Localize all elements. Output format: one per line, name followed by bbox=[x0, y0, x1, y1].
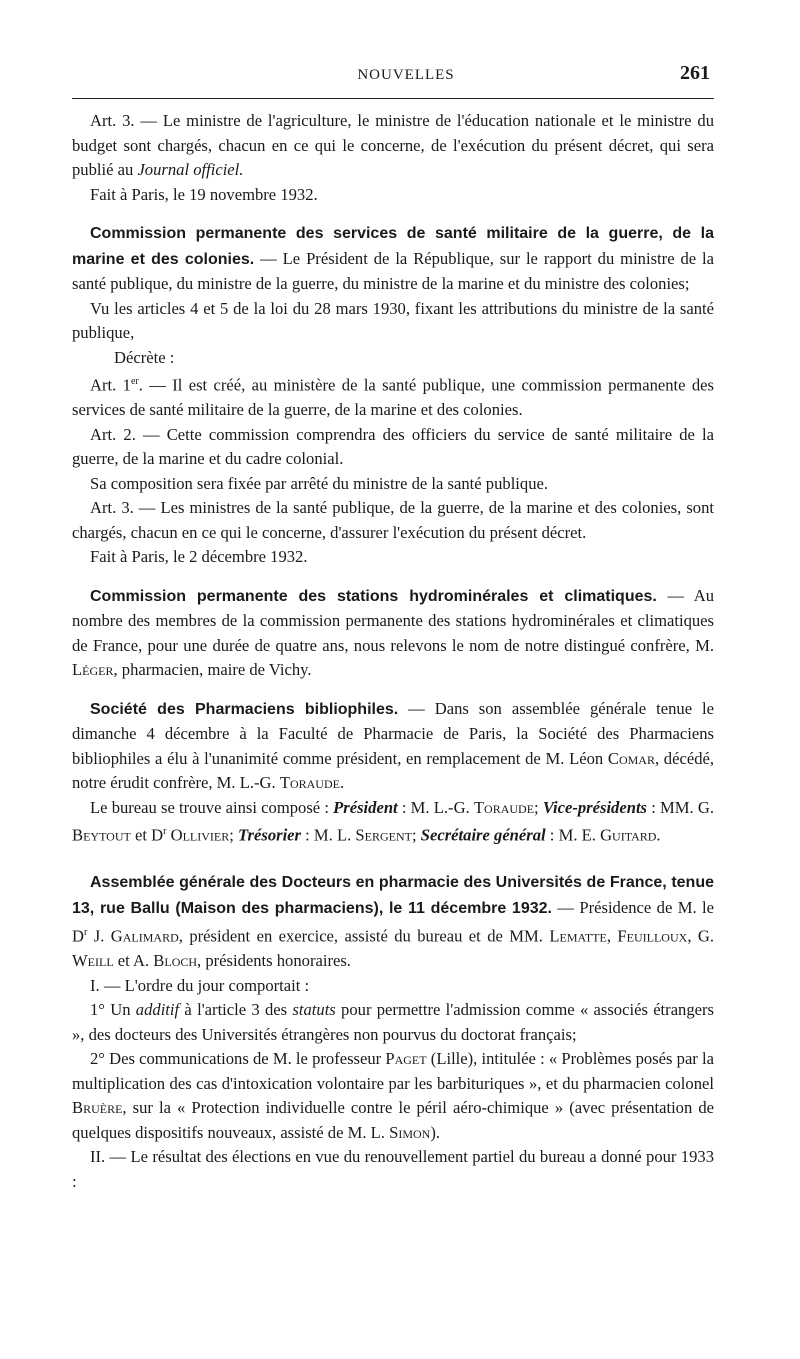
paragraph-bureau-compose: Le bureau se trouve ainsi composé : Président : M. L.-G. Toraude; Vice-présidents : MM. G. Beytout et $D^r$ Ollivier; Trésorier : M. L. Sergent; Secrétaire général : M. E. Guitard. bbox=[72, 797, 714, 845]
running-head: NOUVELLES bbox=[357, 67, 455, 83]
header-rule bbox=[72, 98, 714, 99]
decrete: Décrète : bbox=[114, 347, 175, 367]
section-title: Assemblée générale des Docteurs en pharmacie des Universités de France, tenue 13, rue Ballu (Maison des pharmaciens), le 11 décembre 1932. bbox=[72, 874, 714, 917]
paragraph-vu-articles: Vu les articles 4 et 5 de la loi du 28 mars 1930, fixant les attributions du ministre de la santé publique, bbox=[72, 298, 714, 342]
paragraph-composition: Sa composition sera fixée par arrêté du ministre de la santé publique. bbox=[90, 473, 549, 493]
page bbox=[72, 62, 714, 1194]
section-title: Commission permanente des services de santé militaire de la guerre, de la marine et des colonies. bbox=[72, 225, 714, 268]
paragraph-art3-agriculture: Art. 3. — Le ministre de l'agriculture, le ministre de l'éducation nationale et le ministre du budget sont chargés, chacun en ce qui le concerne, de l'exécution du présent décret, qui sera publié au Journal officiel. bbox=[72, 111, 714, 179]
page-number: 261 bbox=[680, 62, 710, 84]
page-header bbox=[72, 62, 714, 94]
section-pharmaciens-bibliophiles: Société des Pharmaciens bibliophiles. — Dans son assemblée générale tenue le dimanche 4 décembre à la Faculté de Pharmacie de Paris, la Société des Pharmaciens bibliophiles a élu à l'unanimité comme président, en remplacement de M. Léon Comar, décédé, notre érudit confrère, M. L.-G. Toraude. bbox=[72, 698, 715, 793]
paragraph-item-2: 2° Des communications de M. le professeur Paget (Lille), intitulée : « Problèmes posés par la multiplication des cas d'intoxication volontaire par les barbituriques », et du pharmacien colonel Bruère, sur la « Protection individuelle contre le péril aéro-chimique » (avec présentation de quelques dispositifs nouveaux, assisté de M. L. Simon). bbox=[72, 1049, 714, 1142]
paragraph-fait-2-decembre: Fait à Paris, le 2 décembre 1932. bbox=[90, 547, 308, 567]
paragraph-art1: Art. 1er. — Il est créé, au ministère de la santé publique, une commission permanente des services de santé militaire de la guerre, de la marine et des colonies. bbox=[72, 375, 714, 420]
section-title: Société des Pharmaciens bibliophiles. bbox=[90, 700, 399, 718]
section-assemblee-generale: Assemblée générale des Docteurs en pharmacie des Universités de France, tenue 13, rue Ballu (Maison des pharmaciens), le 11 décembre 1932. — Présidence de M. le $D^r$ J. Galimard, président en exercice, assisté du bureau et de MM. Lematte, Feuilloux, G. Weill et A. Bloch, présidents honoraires. bbox=[72, 874, 715, 971]
section-stations-hydrominerales: Commission permanente des stations hydrominérales et climatiques. — Au nombre des membres de la commission permanente des stations hydrominérales et climatiques de France, pour une durée de quatre ans, nous relevons le nom de notre distingué confrère, M. Léger, pharmacien, maire de Vichy. bbox=[72, 585, 714, 680]
journal-officiel: Journal officiel. bbox=[137, 160, 244, 179]
section-commission-sante-militaire: Commission permanente des services de santé militaire de la guerre, de la marine et des colonies. — Le Président de la République, sur le rapport du ministre de la santé publique, du ministre de la guerre, du ministre de la marine et du ministre des colonies; bbox=[72, 225, 715, 293]
paragraph-art3-ministres: Art. 3. — Les ministres de la santé publique, de la guerre, de la marine et des colonies, sont chargés, chacun en ce qui le concerne, d'assurer l'exécution du présent décret. bbox=[72, 498, 714, 542]
paragraph-ordre-du-jour: I. — L'ordre du jour comportait : bbox=[90, 975, 310, 995]
paragraph-art2: Art. 2. — Cette commission comprendra des officiers du service de santé militaire de la guerre, de la marine et du cadre colonial. bbox=[72, 424, 714, 469]
paragraph-resultat-elections: II. — Le résultat des élections en vue du renouvellement partiel du bureau a donné pour 1933 : bbox=[72, 1147, 714, 1191]
section-title: Commission permanente des stations hydrominérales et climatiques. bbox=[90, 587, 657, 605]
paragraph-fait-19-novembre: Fait à Paris, le 19 novembre 1932. bbox=[90, 184, 318, 204]
paragraph-item-1: 1° Un additif à l'article 3 des statuts pour permettre l'admission comme « associés étrangers », des docteurs des Universités étrangères non pourvus du doctorat français; bbox=[72, 1000, 714, 1044]
